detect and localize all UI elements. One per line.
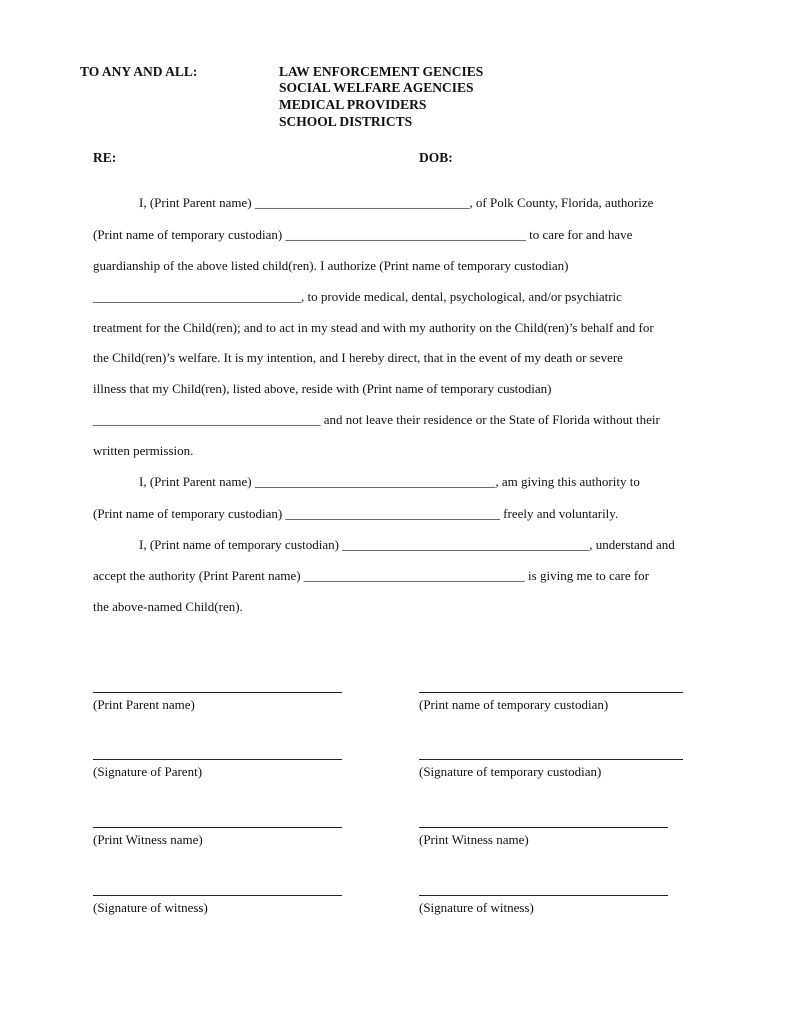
print-custodian-name-line[interactable] [419, 692, 683, 693]
print-parent-name-label: (Print Parent name) [93, 697, 195, 712]
body-line-1: I, (Print Parent name) _________________________________, of Polk County, Florida, authorize [139, 195, 654, 210]
print-witness-name-line-right[interactable] [419, 827, 668, 828]
print-custodian-name-label: (Print name of temporary custodian) [419, 697, 609, 712]
body-line-5: treatment for the Child(ren); and to act in my stead and with my authority on the Child(ren)’s behalf and for [93, 320, 654, 335]
body-line-9: written permission. [93, 443, 194, 458]
body-line-4: ________________________________, to provide medical, dental, psychological, and/or psychiatric [93, 289, 622, 304]
parent-signature-label: (Signature of Parent) [93, 764, 203, 779]
to-any-and-all-label: TO ANY AND ALL: [80, 64, 198, 79]
print-witness-name-label-right: (Print Witness name) [419, 832, 529, 847]
print-parent-name-line[interactable] [93, 692, 342, 693]
recipient-medical-providers: MEDICAL PROVIDERS [279, 97, 427, 112]
witness-signature-line-left[interactable] [93, 895, 342, 896]
body-line-7: illness that my Child(ren), listed above, reside with (Print name of temporary custodian) [93, 381, 552, 396]
body-line-11: (Print name of temporary custodian) _________________________________ freely and voluntarily. [93, 506, 619, 521]
body-line-13: accept the authority (Print Parent name) __________________________________ is giving me to care for [93, 568, 649, 583]
body-line-10: I, (Print Parent name) _____________________________________, am giving this authority to [139, 474, 640, 489]
body-line-14: the above-named Child(ren). [93, 599, 243, 614]
recipient-school-districts: SCHOOL DISTRICTS [279, 114, 413, 129]
body-line-2: (Print name of temporary custodian) _____________________________________ to care for and have [93, 227, 633, 242]
witness-signature-label-right: (Signature of witness) [419, 900, 534, 915]
witness-signature-line-right[interactable] [419, 895, 668, 896]
recipient-law-enforcement: LAW ENFORCEMENT GENCIES [279, 64, 484, 79]
dob-label: DOB: [419, 150, 453, 165]
custodian-signature-line[interactable] [419, 759, 683, 760]
body-line-6: the Child(ren)’s welfare. It is my intention, and I hereby direct, that in the event of my death or severe [93, 350, 623, 365]
parent-signature-line[interactable] [93, 759, 342, 760]
body-line-8: ___________________________________ and not leave their residence or the State of Florida without their [93, 412, 660, 427]
custodian-signature-label: (Signature of temporary custodian) [419, 764, 602, 779]
body-line-12: I, (Print name of temporary custodian) ______________________________________, understand and [139, 537, 675, 552]
body-line-3: guardianship of the above listed child(ren). I authorize (Print name of temporary custodian) [93, 258, 569, 273]
re-label: RE: [93, 150, 117, 165]
recipient-social-welfare: SOCIAL WELFARE AGENCIES [279, 80, 474, 95]
print-witness-name-label-left: (Print Witness name) [93, 832, 203, 847]
print-witness-name-line-left[interactable] [93, 827, 342, 828]
witness-signature-label-left: (Signature of witness) [93, 900, 208, 915]
